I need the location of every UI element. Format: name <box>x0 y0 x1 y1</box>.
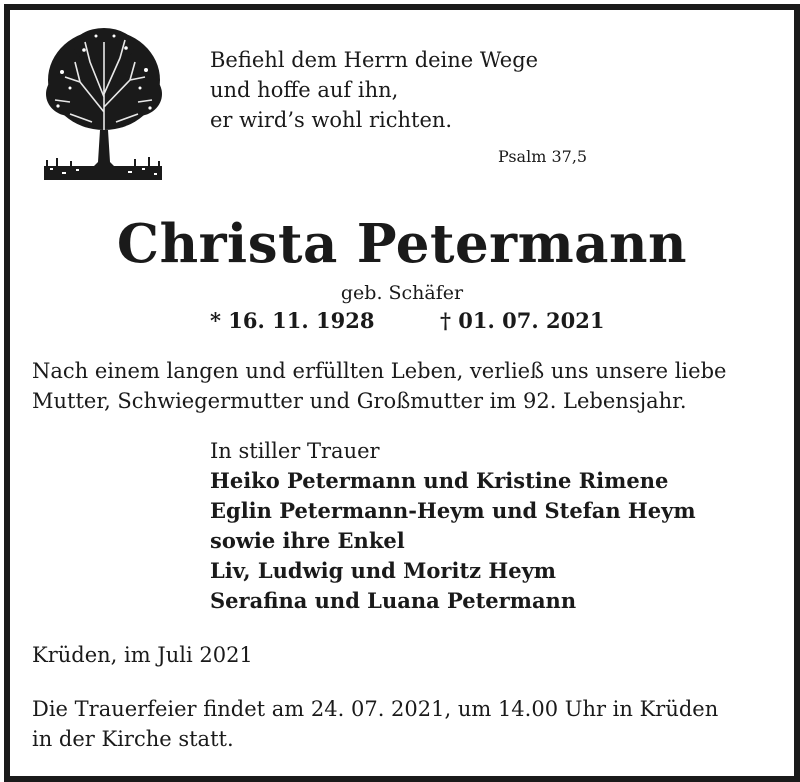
deceased-name: Christa Petermann <box>116 213 688 275</box>
mourners-block <box>210 436 696 616</box>
funeral-line: Die Trauerfeier findet am 24. 07. 2021, um 14.00 Uhr in Krüden <box>32 697 719 721</box>
maiden-name: geb. Schäfer <box>340 282 464 304</box>
announcement-line: Mutter, Schwiegermutter und Großmutter im 92. Lebensjahr. <box>32 389 687 413</box>
verse-source: Psalm 37,5 <box>498 147 588 166</box>
mourner-name: sowie ihre Enkel <box>210 528 405 553</box>
announcement-line: Nach einem langen und erfüllten Leben, verließ uns unsere liebe <box>32 359 727 383</box>
mourner-name: Heiko Petermann und Kristine Rimene <box>210 468 669 493</box>
announcement-text <box>32 356 778 416</box>
verse-line: er wird’s wohl richten. <box>210 108 453 132</box>
bible-verse <box>210 45 538 135</box>
funeral-notice <box>32 694 778 754</box>
death-date: † 01. 07. 2021 <box>440 308 605 333</box>
tree-icon <box>40 22 166 184</box>
mourner-name: Eglin Petermann-Heym und Stefan Heym <box>210 498 696 523</box>
place-date: Krüden, im Juli 2021 <box>32 643 253 667</box>
obituary-frame <box>4 4 800 782</box>
mourner-name: Liv, Ludwig und Moritz Heym <box>210 558 557 583</box>
verse-line: Befiehl dem Herrn deine Wege <box>210 48 539 72</box>
funeral-line: in der Kirche statt. <box>32 727 234 751</box>
mourners-intro: In stiller Trauer <box>210 439 380 463</box>
birth-date: * 16. 11. 1928 <box>210 308 375 333</box>
verse-line: und hoffe auf ihn, <box>210 78 399 102</box>
mourner-name: Serafina und Luana Petermann <box>210 588 577 613</box>
